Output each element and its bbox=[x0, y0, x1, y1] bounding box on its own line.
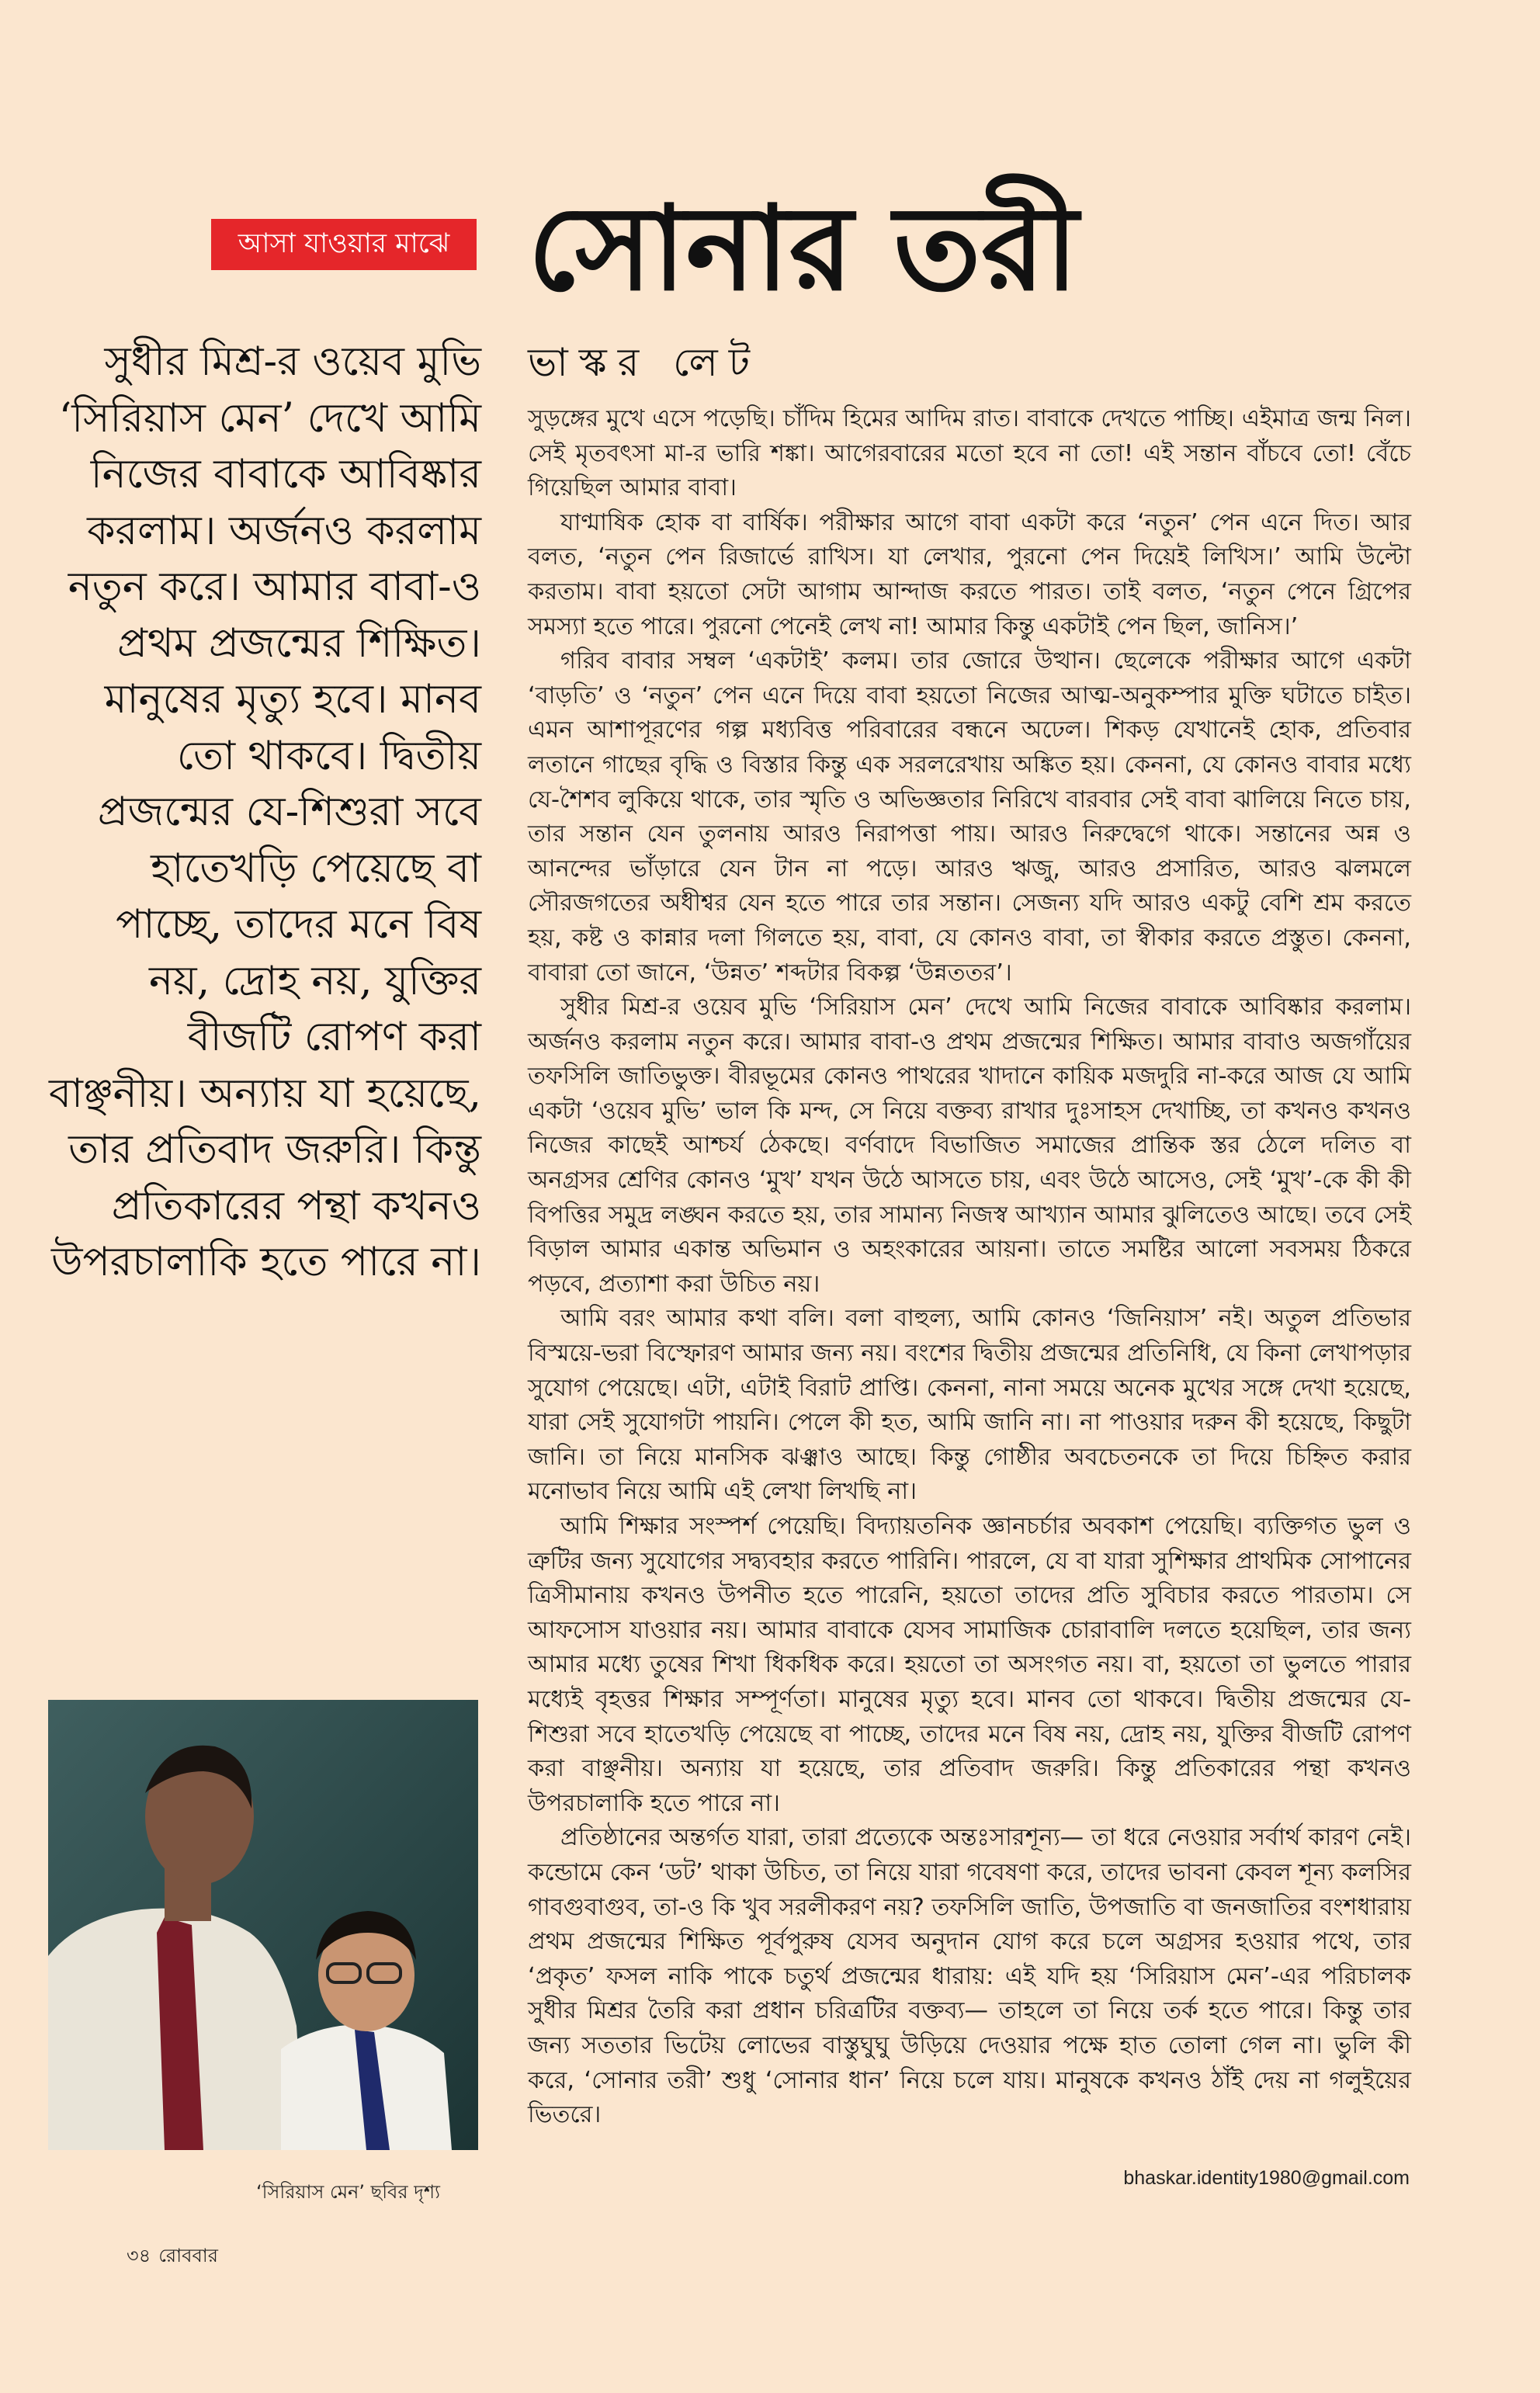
body-paragraph-4: সুধীর মিশ্র-র ওয়েব মুভি ‘সিরিয়াস মেন’ দেখে আমি নিজের বাবাকে আবিষ্কার করলাম। অর্জনও করলাম নতুন করে। আমার বাবা-ও প্রথম প্রজন্মের শিক্ষিত। আমার বাবাও অজগাঁয়ের তফসিলি জাতিভুক্ত। বীরভূমের কোনও পাথরের খাদানে কায়িক মজদুরি না-করে আজ যে আমি একটা ‘ওয়েব মুভি’ ভাল কি মন্দ, সে নিয়ে বক্তব্য রাখার দুঃসাহস দেখাচ্ছি, তা কখনও কখনও নিজের কাছেই আশ্চর্য ঠেকছে। বর্ণবাদে বিভাজিত সমাজের প্রান্তিক স্তর ঠেলে দলিত বা অনগ্রসর শ্রেণির কোনও ‘মুখ’ যখন উঠে আসতে চায়, এবং উঠে আসেও, সেই ‘মুখ’-কে কী কী বিপত্তির সমুদ্র লঙ্ঘন করতে হয়, তার সামান্য নিজস্ব আখ্যান আমার ঝুলিতেও আছে। তবে সেই বিড়াল আমার একান্ত অভিমান ও অহংকারের আয়না। তাতে সমষ্টির আলো সবসময় ঠিকরে পড়বে, প্রত্যাশা করা উচিত নয়। bbox=[528, 994, 1411, 1298]
article-body bbox=[528, 402, 1411, 2133]
body-paragraph-3: গরিব বাবার সম্বল ‘একটাই’ কলম। তার জোরে উত্থান। ছেলেকে পরীক্ষার আগে একটা ‘বাড়তি’ ও ‘নতুন’ পেন এনে দিয়ে বাবা হয়তো নিজের আত্ম-অনুকম্পার মুক্তি ঘটাতে চাইত। এমন আশাপূরণের গল্প মধ্যবিত্ত পরিবারের বন্ধনে অঢেল। শিকড় যেখানেই হোক, প্রতিবার লতানে গাছের বৃদ্ধি ও বিস্তার কিন্তু এক সরলরেখায় অঙ্কিত হয়। কেননা, যে কোনও বাবার মধ্যে যে-শৈশব লুকিয়ে থাকে, তার স্মৃতি ও অভিজ্ঞতার নিরিখে বারবার সেই বাবা ঝালিয়ে নিতে চায়, তার সন্তান যেন তুলনায় আরও নিরাপত্তা পায়। আরও নিরুদ্বেগে থাকে। সন্তানের অন্ন ও আনন্দের ভাঁড়ারে যেন টান না পড়ে। আরও ঋজু, আরও প্রসারিত, আরও ঝলমলে সৌরজগতের অধীশ্বর যেন হতে পারে তার সন্তান। সেজন্য যদি আরও একটু বেশি শ্রম করতে হয়, কষ্ট ও কান্নার দলা গিলতে হয়, বাবা, যে কোনও বাবা, তা স্বীকার করতে প্রস্তুত। কেননা, বাবারা তো জানে, ‘উন্নত’ শব্দটার বিকল্প ‘উন্নততর’। bbox=[528, 647, 1411, 987]
body-paragraph-5: আমি বরং আমার কথা বলি। বলা বাহুল্য, আমি কোনও ‘জিনিয়াস’ নই। অতুল প্রতিভার বিস্ময়ে-ভরা বিস্ফোরণ আমার জন্য নয়। বংশের দ্বিতীয় প্রজন্মের প্রতিনিধি, যে কিনা লেখাপড়ার সুযোগ পেয়েছে। এটা, এটাই বিরাট প্রাপ্তি। কেননা, নানা সময়ে অনেক মুখের সঙ্গে দেখা হয়েছে, যারা সেই সুযোগটা পায়নি। পেলে কী হত, আমি জানি না। না পাওয়ার দরুন কী হয়েছে, কিছুটা জানি। তা নিয়ে মানসিক ঝঞ্ঝাও আছে। কিন্তু গোষ্ঠীর অবচেতনকে তা দিয়ে চিহ্নিত করার মনোভাব নিয়ে আমি এই লেখা লিখছি না। bbox=[528, 1305, 1411, 1506]
section-tag: আসা যাওয়ার মাঝে bbox=[211, 219, 477, 270]
publication-name: রোববার bbox=[158, 2245, 218, 2266]
body-paragraph-6: আমি শিক্ষার সংস্পর্শ পেয়েছি। বিদ্যায়তনিক জ্ঞানচর্চার অবকাশ পেয়েছি। ব্যক্তিগত ভুল ও ত্রুটির জন্য সুযোগের সদ্ব্যবহার করতে পারিনি। পারলে, যে বা যারা সুশিক্ষার প্রাথমিক সোপানের ত্রিসীমানায় কখনও উপনীত হতে পারেনি, হয়তো তাদের প্রতি সুবিচার করতে পারতাম। সে আফসোস যাওয়ার নয়। আমার বাবাকে যেসব সামাজিক চোরাবালি দলতে হয়েছিল, তার জন্য আমার মধ্যে তুষের শিখা ধিকধিক করে। হয়তো তা অসংগত নয়। বা, হয়তো তা ভুলতে পারার মধ্যেই বৃহত্তর শিক্ষার সম্পূর্ণতা। মানুষের মৃত্যু হবে। মানব তো থাকবে। দ্বিতীয় প্রজন্মের যে-শিশুরা সবে হাতেখড়ি পেয়েছে বা পাচ্ছে, তাদের মনে বিষ নয়, দ্রোহ নয়, যুক্তির বীজটি রোপণ করা বাঞ্ছনীয়। অন্যায় যা হয়েছে, তার প্রতিবাদ জরুরি। কিন্তু প্রতিকারের পন্থা কখনও উপরচালাকি হতে পারে না। bbox=[528, 1513, 1411, 1817]
article-title: সোনার তরী bbox=[528, 180, 1079, 317]
body-paragraph-7: প্রতিষ্ঠানের অন্তর্গত যারা, তারা প্রত্যেকে অন্তঃসারশূন্য— তা ধরে নেওয়ার সর্বার্থ কারণ নেই। কন্ডোমে কেন ‘ডট’ থাকা উচিত, তা নিয়ে যারা গবেষণা করে, তাদের ভাবনা কেবল শূন্য কলসির গাবগুবাগুব, তা-ও কি খুব সরলীকরণ নয়? তফসিলি জাতি, উপজাতি বা জনজাতির বংশধারায় প্রথম প্রজন্মের শিক্ষিত পূর্বপুরুষ যেসব অনুদান যোগ করে চলে অগ্রসর হওয়ার পথে, তার ‘প্রকৃত’ ফসল নাকি পাকে চতুর্থ প্রজন্মের ধারায়: এই যদি হয় ‘সিরিয়াস মেন’-এর পরিচালক সুধীর মিশ্রর তৈরি করা প্রধান চরিত্রটির বক্তব্য— তাহলে তা নিয়ে তর্ক হতে পারে। কিন্তু তার জন্য সততার ভিটেয় লোভের বাস্তুঘুঘু উড়িয়ে দেওয়ার পক্ষে হাত তোলা গেল না। ভুলি কী করে, ‘সোনার তরী’ শুধু ‘সোনার ধান’ নিয়ে চলে যায়। মানুষকে কখনও ঠাঁই দেয় না গলুইয়ের ভিতরে। bbox=[528, 1824, 1411, 2129]
page-number: ৩৪ bbox=[127, 2245, 151, 2266]
body-paragraph-2: যাণ্মাষিক হোক বা বার্ষিক। পরীক্ষার আগে বাবা একটা করে ‘নতুন’ পেন এনে দিত। আর বলত, ‘নতুন পেন রিজার্ভে রাখিস। যা লেখার, পুরনো পেন দিয়েই লিখিস।’ আমি উল্টো করতাম। বাবা হয়তো সেটা আগাম আন্দাজ করতে পারত। তাই বলত, ‘নতুন পেনে গ্রিপের সমস্যা হতে পারে। পুরনো পেনেই লেখ না! আমার কিন্তু একটাই পেন ছিল, জানিস।’ bbox=[528, 508, 1411, 640]
photo-caption: ‘সিরিয়াস মেন’ ছবির দৃশ্য bbox=[256, 2181, 441, 2203]
author-email: bhaskar.identity1980@gmail.com bbox=[1123, 2167, 1410, 2189]
pull-quote: সুধীর মিশ্র-র ওয়েব মুভি ‘সিরিয়াস মেন’ দেখে আমি নিজের বাবাকে আবিষ্কার করলাম। অর্জনও করলাম নতুন করে। আমার বাবা-ও প্রথম প্রজন্মের শিক্ষিত। মানুষের মৃত্যু হবে। মানব তো থাকবে। দ্বিতীয় প্রজন্মের যে-শিশুরা সবে হাতেখড়ি পেয়েছে বা পাচ্ছে, তাদের মনে বিষ নয়, দ্রোহ নয়, যুক্তির বীজটি রোপণ করা বাঞ্ছনীয়। অন্যায় যা হয়েছে, তার প্রতিবাদ জরুরি। কিন্তু প্রতিকারের পন্থা কখনও উপরচালাকি হতে পারে না। bbox=[48, 338, 481, 1285]
film-still-photo bbox=[48, 1700, 478, 2150]
body-paragraph-1: সুড়ঙ্গের মুখে এসে পড়েছি। চাঁদিম হিমের আদিম রাত। বাবাকে দেখতে পাচ্ছি। এইমাত্র জন্ম নিল। সেই মৃতবৎসা মা-র ভারি শঙ্কা। আগেরবারের মতো হবে না তো! এই সন্তান বাঁচবে তো! বেঁচে গিয়েছিল আমার বাবা। bbox=[528, 405, 1411, 502]
author-name: ভাস্কর লেট bbox=[528, 340, 761, 385]
page-footer bbox=[127, 2242, 226, 2273]
